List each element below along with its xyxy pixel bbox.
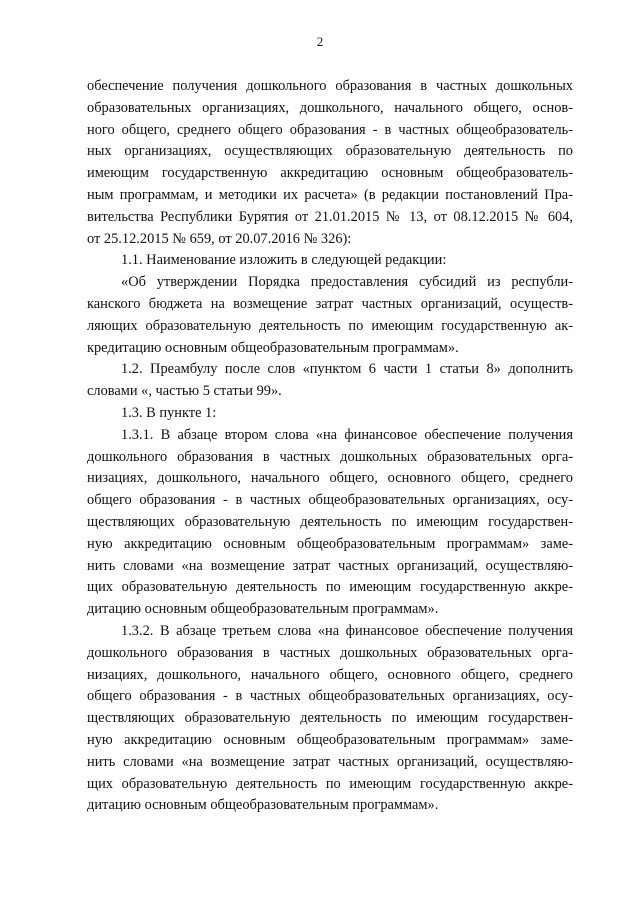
text-line: ным программам, и методики их расчета» (в редакции постановлений Пра-: [87, 186, 573, 203]
paragraph-intro: [87, 76, 573, 250]
text-line: имеющим государственную аккредитацию основным общеобразователь-: [87, 165, 573, 182]
document-body: [87, 76, 573, 817]
text-line: щих образовательную деятельность по имеющим государственную аккре-: [87, 775, 573, 792]
text-line: общего образования - в частных общеобразовательных организациях, осу-: [87, 492, 573, 509]
text-line: 1.2. Преамбулу после слов «пунктом 6 части 1 статьи 8» дополнить: [121, 361, 573, 378]
text-line: дошкольного образования в частных дошкольных образовательных орга-: [87, 448, 573, 465]
text-line: ляющих образовательную деятельность по имеющим государственную ак-: [87, 317, 573, 334]
text-line: общего образования - в частных общеобразовательных организациях, осу-: [87, 688, 573, 705]
text-line: образовательных организациях, дошкольного, начального общего, основ-: [87, 99, 573, 116]
text-line: «Об утверждении Порядка предоставления субсидий из республи-: [121, 274, 573, 291]
text-line: нить словами «на возмещение затрат частных организаций, осуществляю-: [87, 557, 573, 574]
text-line: обеспечение получения дошкольного образования в частных дошкольных: [87, 78, 573, 94]
paragraph-1-1-text: [87, 272, 573, 359]
text-line: ную аккредитацию основным общеобразовательным программам» заме-: [87, 731, 573, 748]
paragraph-1-1-heading: [87, 250, 573, 272]
page-number: 2: [316, 34, 324, 49]
paragraph-1-2: [87, 359, 573, 403]
text-line: дошкольного образования в частных дошкольных образовательных орга-: [87, 644, 573, 661]
text-line: ную аккредитацию основным общеобразовательным программам» заме-: [87, 535, 573, 552]
text-line: 1.1. Наименование изложить в следующей редакции:: [121, 252, 447, 269]
text-line: нить словами «на возмещение затрат частных организаций, осуществляю-: [87, 753, 573, 770]
text-line: низациях, дошкольного, начального общего, основного общего, среднего: [87, 470, 573, 487]
text-line: 1.3. В пункте 1:: [121, 404, 217, 421]
text-line: низациях, дошкольного, начального общего, основного общего, среднего: [87, 666, 573, 683]
text-line: ществляющих образовательную деятельность по имеющим государствен-: [87, 513, 573, 530]
text-line: кредитацию основным общеобразовательным программам».: [87, 339, 459, 356]
text-line: 1.3.1. В абзаце втором слова «на финансовое обеспечение получения: [121, 426, 573, 443]
paragraph-1-3-2: [87, 621, 573, 817]
text-line: вительства Республики Бурятия от 21.01.2015 № 13, от 08.12.2015 № 604,: [87, 208, 573, 225]
text-line: словами «, частью 5 статьи 99».: [87, 383, 282, 400]
text-line: щих образовательную деятельность по имеющим государственную аккре-: [87, 579, 573, 596]
text-line: канского бюджета на возмещение затрат частных организаций, осуществ-: [87, 295, 573, 312]
text-line: 1.3.2. В абзаце третьем слова «на финансовое обеспечение получения: [121, 622, 573, 639]
text-line: ществляющих образовательную деятельность по имеющим государствен-: [87, 710, 573, 727]
paragraph-1-3: [87, 403, 573, 425]
text-line: ных организациях, осуществляющих образовательную деятельность по: [87, 143, 573, 160]
paragraph-1-3-1: [87, 425, 573, 621]
text-line: от 25.12.2015 № 659, от 20.07.2016 № 326):: [87, 230, 352, 247]
text-line: ного общего, среднего общего образования - в частных общеобразователь-: [87, 121, 573, 138]
text-line: дитацию основным общеобразовательным программам».: [87, 797, 439, 814]
text-line: дитацию основным общеобразовательным программам».: [87, 601, 439, 618]
